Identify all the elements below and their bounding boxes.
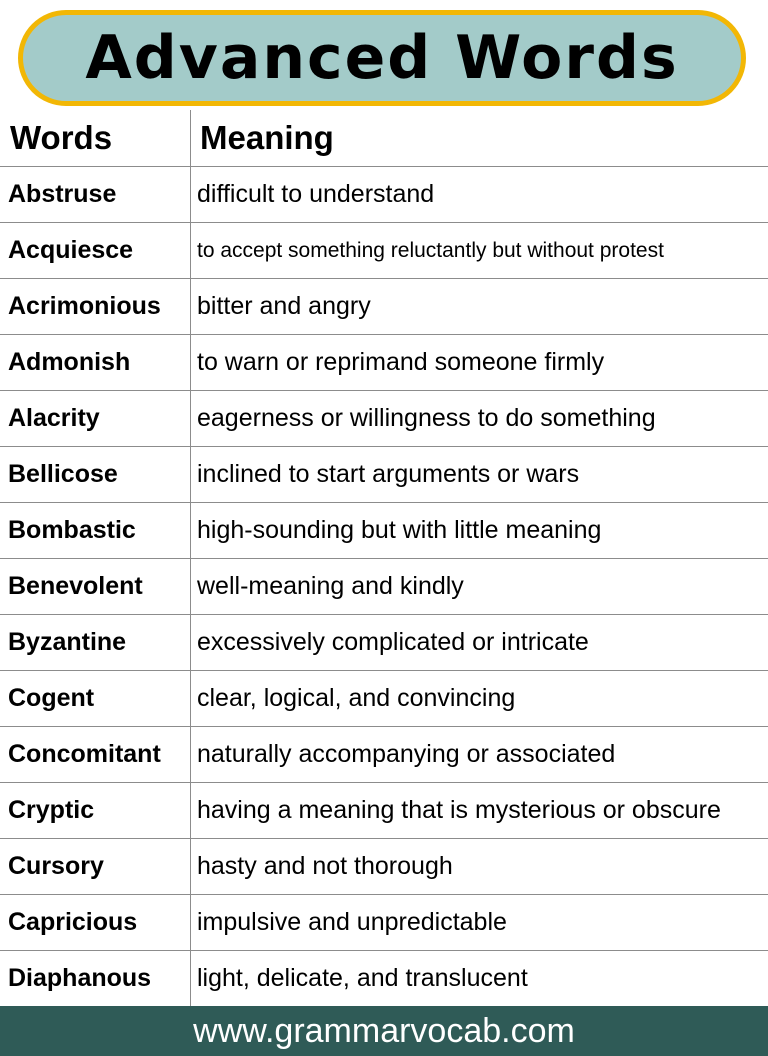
meaning-cell: inclined to start arguments or wars: [197, 460, 580, 488]
table-row: [0, 783, 768, 839]
table-row: [0, 279, 768, 335]
table-row: [0, 391, 768, 447]
table-row: [0, 223, 768, 279]
word-cell: Bellicose: [8, 460, 118, 488]
vocabulary-table: [0, 110, 768, 1006]
table-row: [0, 727, 768, 783]
table-row: [0, 895, 768, 951]
meaning-cell: having a meaning that is mysterious or obscure: [197, 796, 721, 824]
word-cell: Bombastic: [8, 516, 136, 544]
word-cell: Capricious: [8, 908, 138, 936]
meaning-cell: naturally accompanying or associated: [197, 740, 616, 768]
meaning-cell: bitter and angry: [197, 292, 371, 320]
table-row: [0, 447, 768, 503]
meaning-cell: eagerness or willingness to do something: [197, 404, 656, 432]
word-cell: Abstruse: [8, 180, 117, 208]
header-words: Words: [10, 119, 113, 156]
word-cell: Diaphanous: [8, 964, 152, 992]
word-cell: Byzantine: [8, 628, 127, 656]
word-cell: Acquiesce: [8, 236, 134, 264]
table-row: [0, 559, 768, 615]
footer-bar: [0, 1006, 768, 1056]
meaning-cell: impulsive and unpredictable: [197, 908, 507, 936]
meaning-cell: to warn or reprimand someone firmly: [197, 348, 605, 376]
meaning-cell: difficult to understand: [197, 180, 435, 208]
word-cell: Cogent: [8, 684, 95, 712]
word-cell: Alacrity: [8, 404, 100, 432]
meaning-cell: well-meaning and kindly: [197, 572, 464, 600]
meaning-cell: clear, logical, and convincing: [197, 684, 516, 712]
table-row: [0, 167, 768, 223]
meaning-cell: high-sounding but with little meaning: [197, 516, 602, 544]
website-url: www.grammarvocab.com: [193, 1012, 575, 1050]
header-meaning: Meaning: [200, 119, 334, 156]
word-cell: Admonish: [8, 348, 131, 376]
table-row: [0, 615, 768, 671]
word-cell: Concomitant: [8, 740, 161, 768]
word-cell: Cryptic: [8, 796, 95, 824]
table-row: [0, 335, 768, 391]
table-row: [0, 671, 768, 727]
table-row: [0, 839, 768, 895]
table-header-row: [0, 110, 768, 167]
meaning-cell: excessively complicated or intricate: [197, 628, 589, 656]
meaning-cell: hasty and not thorough: [197, 852, 453, 880]
meaning-cell: to accept something reluctantly but without protest: [197, 238, 664, 262]
title-banner: [18, 10, 746, 106]
meaning-cell: light, delicate, and translucent: [197, 964, 528, 992]
column-divider: [190, 110, 191, 1006]
word-cell: Acrimonious: [8, 292, 161, 320]
word-cell: Benevolent: [8, 572, 143, 600]
word-cell: Cursory: [8, 852, 104, 880]
table-row: [0, 951, 768, 1006]
page-title: Advanced Words: [85, 23, 679, 93]
table-row: [0, 503, 768, 559]
